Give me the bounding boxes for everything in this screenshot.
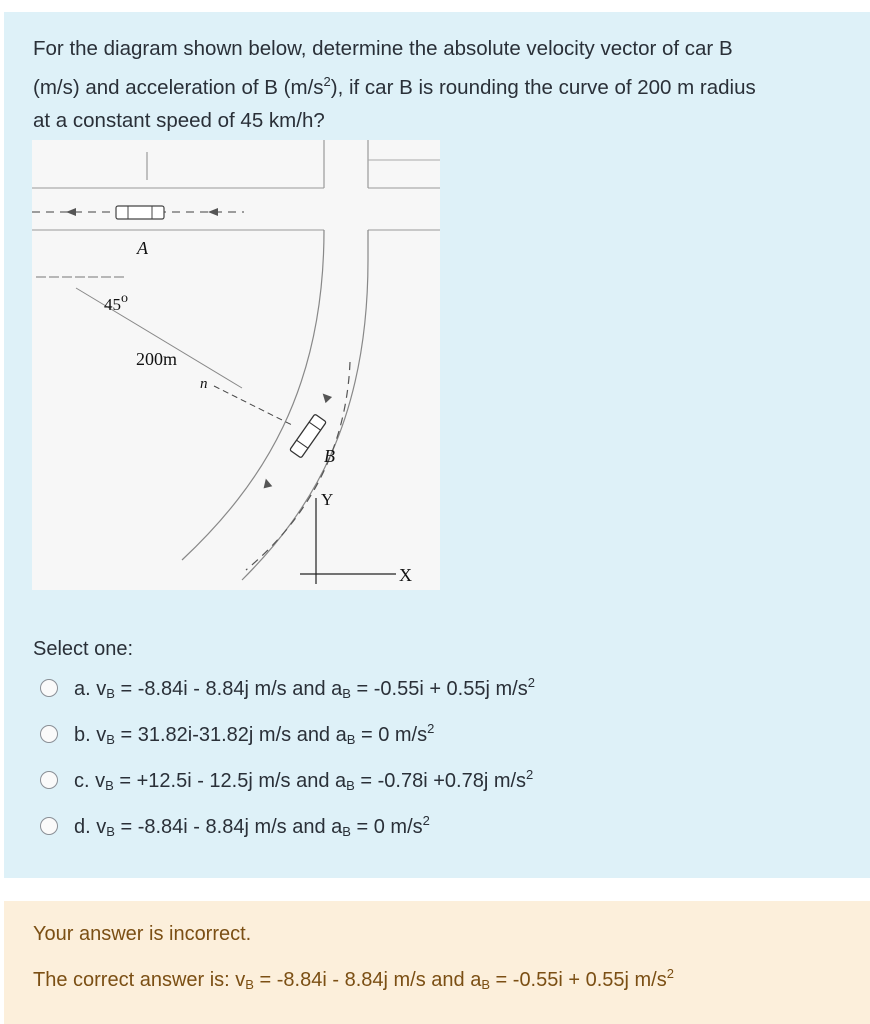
car-b-icon bbox=[290, 414, 327, 458]
question-line-2-sup: 2 bbox=[323, 74, 331, 89]
option-c[interactable] bbox=[40, 765, 533, 795]
option-d-v-sub: B bbox=[106, 824, 115, 839]
option-b-sup: 2 bbox=[427, 721, 435, 736]
option-d-v: v bbox=[96, 816, 107, 838]
option-d-v-eq: = -8.84i - 8.84j m/s and a bbox=[114, 816, 343, 838]
option-a-letter: a. bbox=[74, 678, 91, 700]
radio-option-b[interactable] bbox=[40, 725, 58, 743]
question-line-2 bbox=[33, 76, 756, 99]
question-text bbox=[33, 32, 843, 137]
label-axis-x: X bbox=[399, 565, 412, 585]
option-a-v-sub: B bbox=[106, 686, 115, 701]
option-a-v: v bbox=[96, 678, 107, 700]
option-b[interactable] bbox=[40, 719, 434, 749]
option-a-sup: 2 bbox=[527, 675, 535, 690]
car-a-icon bbox=[116, 206, 164, 219]
option-d-a-sub: B bbox=[342, 824, 351, 839]
feedback-correct-answer bbox=[33, 966, 674, 992]
feedback-correct-prefix: The correct answer is: v bbox=[33, 969, 246, 991]
feedback-v-eq: = -8.84i - 8.84j m/s and a bbox=[253, 969, 482, 991]
option-a-text bbox=[74, 675, 535, 701]
option-c-v: v bbox=[95, 770, 106, 792]
option-a-a-eq: = -0.55i + 0.55j m/s bbox=[350, 678, 528, 700]
question-line-2-end: ), if car B is rounding the curve of 200 m radius bbox=[330, 75, 756, 99]
option-a-v-eq: = -8.84i - 8.84j m/s and a bbox=[114, 678, 343, 700]
option-d-a-eq: = 0 m/s bbox=[350, 816, 423, 838]
radio-option-a[interactable] bbox=[40, 679, 58, 697]
radio-option-c[interactable] bbox=[40, 771, 58, 789]
option-c-text bbox=[74, 767, 533, 793]
radio-option-d[interactable] bbox=[40, 817, 58, 835]
label-angle-value: 45 bbox=[104, 295, 121, 314]
option-c-v-eq: = +12.5i - 12.5j m/s and a bbox=[113, 770, 347, 792]
label-axis-y: Y bbox=[321, 490, 334, 509]
option-b-v-eq: = 31.82i-31.82j m/s and a bbox=[114, 724, 347, 746]
feedback-a-sub: B bbox=[481, 977, 490, 992]
label-n: n bbox=[200, 376, 208, 392]
question-panel bbox=[4, 12, 870, 878]
option-a[interactable] bbox=[40, 673, 535, 703]
option-d-sup: 2 bbox=[422, 813, 430, 828]
label-angle bbox=[104, 291, 128, 314]
question-line-1: For the diagram shown below, determine the absolute velocity vector of car B bbox=[33, 37, 733, 60]
option-b-a-eq: = 0 m/s bbox=[355, 724, 428, 746]
option-c-a-sub: B bbox=[346, 778, 355, 793]
option-a-a-sub: B bbox=[342, 686, 351, 701]
option-b-v: v bbox=[96, 724, 107, 746]
option-d[interactable] bbox=[40, 811, 430, 841]
feedback-sup: 2 bbox=[666, 966, 674, 981]
feedback-v-sub: B bbox=[245, 977, 254, 992]
feedback-a-eq: = -0.55i + 0.55j m/s bbox=[489, 969, 667, 991]
option-b-a-sub: B bbox=[346, 732, 356, 747]
option-b-text bbox=[74, 721, 434, 747]
label-radius: 200m bbox=[136, 349, 178, 369]
option-b-v-sub: B bbox=[106, 732, 115, 747]
option-d-letter: d. bbox=[74, 816, 91, 838]
option-b-letter: b. bbox=[74, 724, 91, 746]
option-c-a-eq: = -0.78i +0.78j m/s bbox=[354, 770, 527, 792]
option-d-text bbox=[74, 813, 430, 839]
option-c-letter: c. bbox=[74, 770, 90, 792]
label-car-a: A bbox=[137, 238, 148, 258]
label-car-b: B bbox=[324, 446, 335, 466]
question-line-2-start: (m/s) and acceleration of B (m/s bbox=[33, 75, 324, 99]
label-angle-degree: o bbox=[121, 291, 128, 306]
option-c-sup: 2 bbox=[526, 767, 534, 782]
question-line-3: at a constant speed of 45 km/h? bbox=[33, 108, 325, 132]
option-c-v-sub: B bbox=[105, 778, 114, 793]
select-prompt: Select one: bbox=[33, 638, 134, 660]
feedback-panel bbox=[4, 901, 870, 1024]
feedback-status: Your answer is incorrect. bbox=[33, 923, 252, 945]
problem-diagram bbox=[32, 140, 440, 590]
